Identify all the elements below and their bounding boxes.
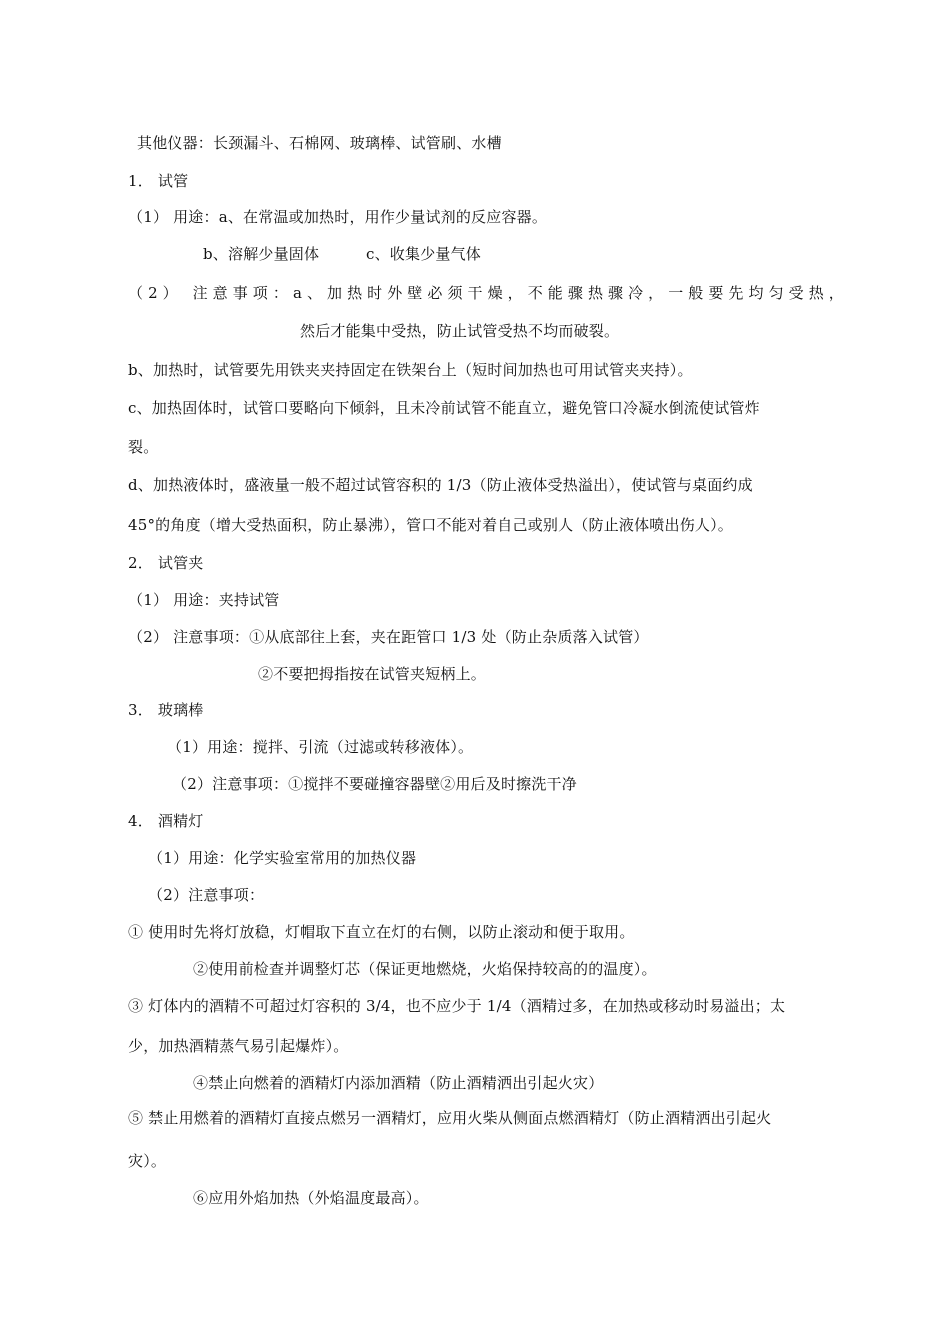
- alcohol-lamp-note-3-continued: 少，加热酒精蒸气易引起爆炸）。: [128, 1037, 349, 1055]
- section-heading-test-tube: 1． 试管: [128, 172, 189, 190]
- section-heading-alcohol-lamp: 4． 酒精灯: [128, 812, 204, 830]
- test-tube-usage-b: b、溶解少量固体: [203, 245, 320, 263]
- test-tube-usage-c: c、收集少量气体: [366, 245, 482, 263]
- glass-rod-notes-line: （2）注意事项：①搅拌不要碰撞容器壁②用后及时擦洗干净: [172, 775, 577, 793]
- test-tube-notes-a-continued: 然后才能集中受热，防止试管受热不均而破裂。: [300, 322, 620, 340]
- test-tube-notes-d: d、加热液体时，盛液量一般不超过试管容积的 1/3（防止液体受热溢出），使试管与桌面约成: [128, 476, 753, 494]
- alcohol-lamp-note-1: ① 使用时先将灯放稳，灯帽取下直立在灯的右侧，以防止滚动和便于取用。: [128, 923, 635, 941]
- holder-notes-1: （2） 注意事项：①从底部往上套，夹在距管口 1/3 处（防止杂质落入试管）: [128, 628, 649, 646]
- test-tube-notes-d-continued: 45°的角度（增大受热面积，防止暴沸），管口不能对着自己或别人（防止液体喷出伤人）。: [128, 516, 733, 534]
- holder-usage-line: （1） 用途：夹持试管: [128, 591, 280, 609]
- section-heading-glass-rod: 3． 玻璃棒: [128, 701, 204, 719]
- alcohol-lamp-note-5-continued: 灾）。: [128, 1152, 167, 1170]
- other-instruments-line: 其他仪器：长颈漏斗、石棉网、玻璃棒、试管刷、水槽: [137, 134, 502, 152]
- test-tube-notes-c-continued: 裂。: [128, 438, 159, 456]
- alcohol-lamp-note-4: ④禁止向燃着的酒精灯内添加酒精（防止酒精洒出引起火灾）: [193, 1074, 604, 1092]
- alcohol-lamp-usage-line: （1）用途：化学实验室常用的加热仪器: [148, 849, 417, 867]
- alcohol-lamp-note-5: ⑤ 禁止用燃着的酒精灯直接点燃另一酒精灯，应用火柴从侧面点燃酒精灯（防止酒精洒出引起火: [128, 1109, 772, 1127]
- test-tube-notes-c: c、加热固体时，试管口要略向下倾斜，且未冷前试管不能直立，避免管口冷凝水倒流使试管炸: [128, 399, 760, 417]
- alcohol-lamp-notes-heading: （2）注意事项：: [148, 886, 265, 904]
- alcohol-lamp-note-2: ②使用前检查并调整灯芯（保证更地燃烧，火焰保持较高的的温度）。: [193, 960, 657, 978]
- test-tube-usage-line: （1） 用途：a、在常温或加热时，用作少量试剂的反应容器。: [128, 208, 548, 226]
- alcohol-lamp-note-3: ③ 灯体内的酒精不可超过灯容积的 3/4，也不应少于 1/4（酒精过多，在加热或移动时易溢出；太: [128, 997, 786, 1015]
- holder-notes-2: ②不要把拇指按在试管夹短柄上。: [258, 665, 487, 683]
- section-heading-test-tube-holder: 2． 试管夹: [128, 554, 204, 572]
- glass-rod-usage-line: （1）用途：搅拌、引流（过滤或转移液体）。: [167, 738, 474, 756]
- test-tube-notes-a: （2） 注意事项：a、加热时外壁必须干燥，不能骤热骤冷，一般要先均匀受热，: [128, 284, 844, 302]
- alcohol-lamp-note-6: ⑥应用外焰加热（外焰温度最高）。: [193, 1189, 429, 1207]
- test-tube-notes-b: b、加热时，试管要先用铁夹夹持固定在铁架台上（短时间加热也可用试管夹夹持）。: [128, 361, 693, 379]
